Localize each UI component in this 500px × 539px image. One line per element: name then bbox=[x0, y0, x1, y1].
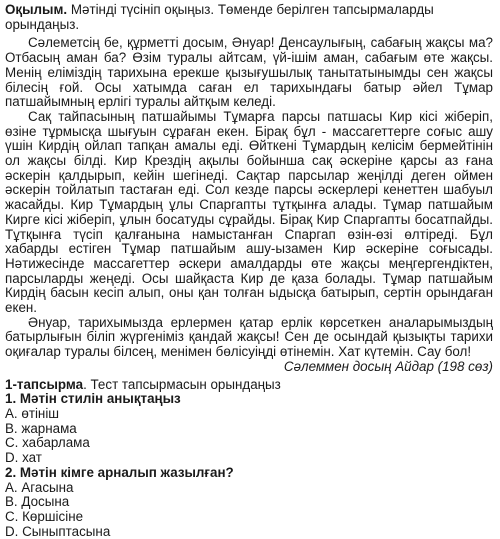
answer-option: В. жарнама bbox=[5, 420, 77, 436]
task-heading bbox=[5, 378, 493, 393]
letter-signature: Сәлеммен досың Айдар (198 сөз) bbox=[283, 358, 493, 374]
letter-paragraph: Сақ тайпасының патшайымы Тұмарға парсы патшасы Кир кісі жіберіп, өзіне тұрмысқа шығуын сұраған екен. Бірақ бұл - массагеттерге соғыс ашу үшін Кирдің ойлап тапқан амалы еді. Өйткені Тұмардың келісім бермейтінін ол жақсы білді. Кир Крездің ақылы бойынша сақ әскеріне қарсы аз ғана әскерін қалдырып, кейін шегінеді. Сақтар парсылар жеңілді деген оймен әскерін тойлатып тастаған еді. Сол кезде парсы әскерлері кенеттен шабуыл жасайды. Кир Тұмардың ұлы Спаргапты тұтқынға алады. Тұмар патшайым Киргe кісі жіберіп, ұлын босатуды сұрайды. Бірақ Кир Спаргапты босатпайды. Тұтқынға түсіп қалғанына намыстанған Спаргап өзін-өзі өлтіреді. Бұл хабарды естіген Тұмар патшайым ашу-ызамен Кир әскеріне соғысады. Нәтижесінде массагеттер әскери амалдарды өте жақсы меңгергендіктен, парсыларды жеңеді. Осы шайқаста Кир де қаза болады. Тұмар патшайым Кирдің басын кесіп алып, оны қан толған ыдысқа батырып, сертін орындаған екен. bbox=[5, 108, 493, 316]
letter-paragraph: Сәлеметсің бе, құрметті досым, Әнуар! Денсаулығың, сабағың жақсы ма? Отбасың аман ба? Өзім туралы айтсам, үй-ішім аман, сабағым өте жақсы. Менің еліміздің тарихына ерекше қызығушылық танытатынымды сен жақсы білесің ғой. Осы хатымда саған ел тарихындағы батыр әйел Тұмар патшайымның ерлігі туралы айтқым келеді. bbox=[5, 35, 493, 110]
reading-label: Оқылым. bbox=[5, 2, 68, 17]
task-text: . Тест тапсырмасын орындаңыз bbox=[83, 376, 281, 392]
task-label: 1-тапсырма bbox=[5, 376, 84, 392]
instruction-text: Мәтінді түсініп оқыңыз. Төменде берілген тапсырмаларды орындаңыз. bbox=[5, 2, 434, 32]
question-block bbox=[5, 392, 493, 466]
question-title: 1. Мәтін стилін анықтаңыз bbox=[5, 391, 181, 407]
reading-instruction bbox=[5, 3, 493, 32]
answer-option: D. Сыныптасына bbox=[5, 523, 111, 539]
answer-option: С. хабарлама bbox=[5, 435, 90, 451]
question-block bbox=[5, 466, 493, 539]
letter-text bbox=[5, 36, 493, 374]
answer-option: А. өтініш bbox=[5, 405, 60, 421]
answer-option: С. Көршісіне bbox=[5, 508, 84, 524]
answer-option: А. Агасына bbox=[5, 479, 74, 495]
letter-paragraph: Әнуар, тарихымызда ерлермен қатар ерлік көрсеткен аналарымыздың батырлығын біліп жүргеніміз қандай жақсы! Сен де осындай қызықты тарихи оқиғалар туралы білсең, менімен бөлісуіңді өтінемін. Хат күтемін. Сау бол! bbox=[5, 314, 493, 360]
answer-option: D. хат bbox=[5, 450, 42, 466]
answer-option: В. Досына bbox=[5, 494, 70, 510]
question-title: 2. Мәтін кімге арналып жазылған? bbox=[5, 464, 234, 480]
